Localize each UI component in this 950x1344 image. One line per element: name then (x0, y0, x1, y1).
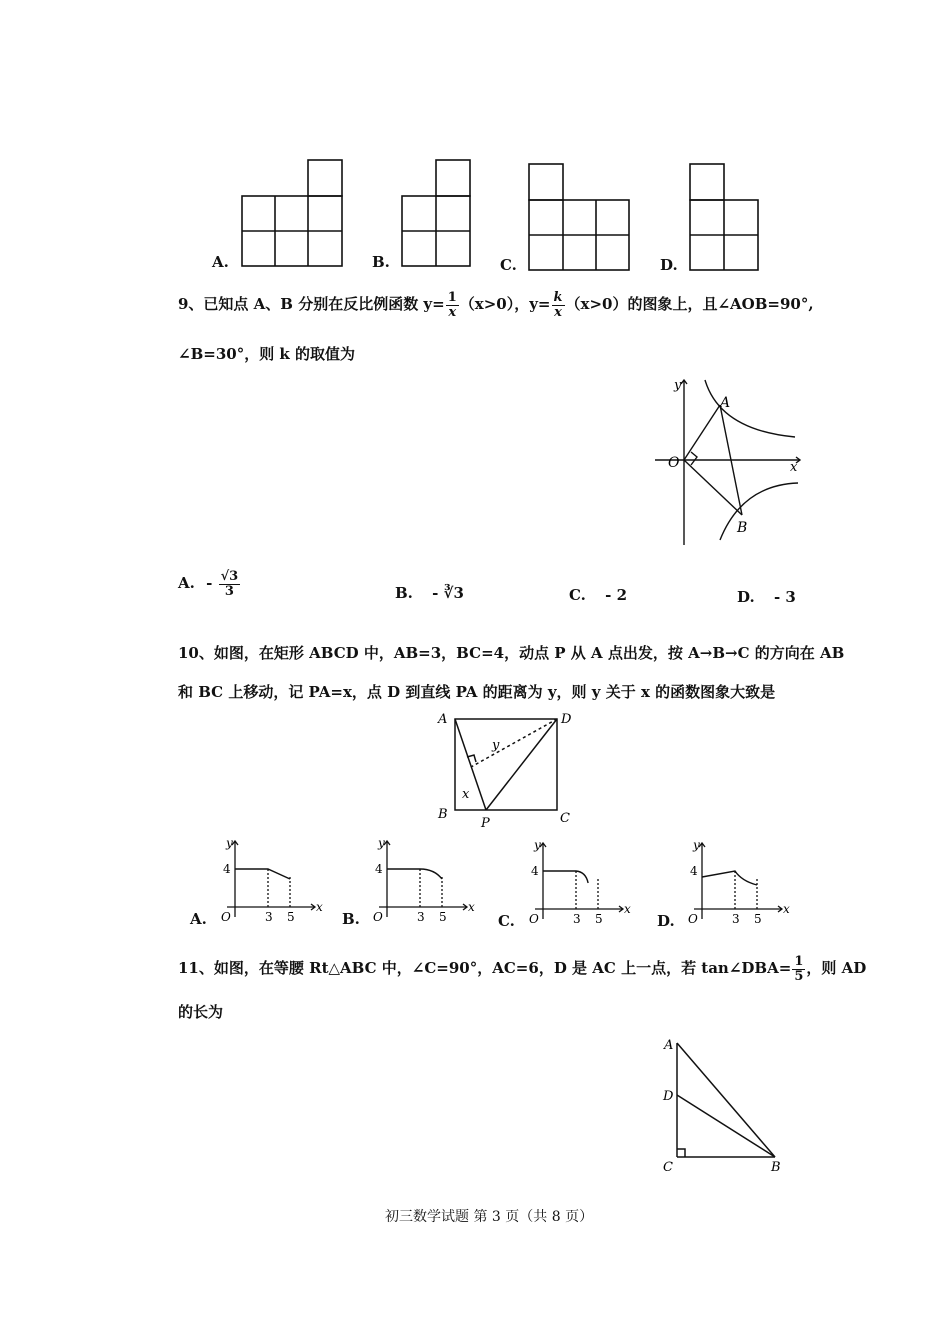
graph-label-x: x (468, 900, 475, 914)
q10-option-a-label: A. (190, 910, 207, 928)
q9-option-d (737, 588, 796, 606)
q8-option-b-label: B. (372, 253, 390, 271)
q9-option-a-sign: - (206, 574, 213, 593)
graph-label-y: y (226, 836, 233, 850)
q9-fraction-2-den: x (554, 304, 562, 320)
q8-option-d-label: D. (660, 256, 678, 274)
q10-option-b-graph (367, 835, 477, 930)
q11-text-a: 11、如图，在等腰 Rt△ABC 中，∠C=90°，AC=6，D 是 AC 上一点，若 tan∠DBA= (178, 959, 792, 978)
q9-fraction-1-den: x (448, 304, 457, 320)
q9-fraction-1-num: 1 (447, 290, 457, 305)
q10-fig-label-d: D (561, 712, 572, 727)
graph-tick-3: 3 (265, 910, 273, 924)
q8-option-c-label: C. (500, 256, 517, 274)
q9-fig-label-o: O (668, 455, 680, 471)
page-footer: 初三数学试题 第 3 页（共 8 页） (385, 1209, 594, 1225)
q9-stem-line1 (178, 291, 814, 319)
q9-text-c: （x>0）的图象上，且∠AOB=90°, (565, 295, 814, 314)
function-curve (235, 869, 290, 879)
graph-tick-5: 5 (439, 910, 447, 924)
q9-fraction-1 (446, 291, 459, 319)
q8-option-a-label: A. (212, 253, 229, 271)
q9-text-a: 9、已知点 A、B 分别在反比例函数 y= (178, 295, 445, 314)
graph-tick-4: 4 (531, 864, 539, 878)
graph-tick-4: 4 (375, 862, 383, 876)
graph-label-x: x (624, 902, 631, 916)
q9-fraction-2 (552, 291, 565, 319)
q10-rectangle-figure (430, 705, 590, 830)
q9-option-d-value: - 3 (773, 588, 796, 606)
q10-option-d-label: D. (657, 912, 675, 930)
graph-tick-5: 5 (287, 910, 295, 924)
q8-option-a-figure (240, 158, 350, 268)
q10-option-b-label: B. (342, 910, 360, 928)
graph-label-x: x (783, 902, 790, 916)
q10-option-d-graph (682, 837, 792, 932)
graph-label-o: O (529, 912, 539, 926)
graph-tick-3: 3 (573, 912, 581, 926)
q11-fig-label-a: A (664, 1038, 674, 1053)
q9-fig-label-b: B (737, 520, 748, 536)
q9-option-a (178, 570, 241, 598)
q10-stem-line1: 10、如图，在矩形 ABCD 中，AB=3，BC=4，动点 P 从 A 点出发，按 A→B→C 的方向在 AB (178, 644, 845, 662)
graph-tick-3: 3 (417, 910, 425, 924)
function-curve (387, 869, 442, 879)
q8-option-c-figure (527, 162, 637, 272)
q10-fig-label-y: y (492, 738, 500, 753)
q9-option-a-den: 3 (224, 583, 234, 599)
q9-fig-label-a: A (720, 395, 731, 411)
graph-label-o: O (373, 910, 383, 924)
q9-option-a-fraction (219, 570, 241, 598)
q10-option-c-label: C. (498, 912, 515, 930)
q11-triangle-figure (655, 1035, 795, 1175)
q9-option-a-label: A. (178, 574, 195, 593)
graph-label-x: x (316, 900, 323, 914)
q10-fig-label-c: C (560, 811, 570, 826)
function-curve (702, 871, 757, 885)
q9-fig-label-y: y (674, 378, 682, 393)
q9-figure (650, 375, 810, 550)
q10-stem-line2: 和 BC 上移动，记 PA=x，点 D 到直线 PA 的距离为 y，则 y 关于 x 的函数图象大致是 (178, 683, 776, 701)
graph-tick-5: 5 (754, 912, 762, 926)
graph-tick-4: 4 (690, 864, 698, 878)
q9-option-a-num: √3 (220, 569, 239, 584)
q11-stem-line1 (178, 955, 866, 983)
q9-option-b-label: B. (395, 584, 413, 602)
q11-text-b: ，则 AD (806, 959, 867, 978)
q10-option-a-graph (215, 835, 325, 930)
graph-tick-4: 4 (223, 862, 231, 876)
graph-label-y: y (534, 838, 541, 852)
q8-option-d-figure (688, 162, 763, 272)
q11-fig-label-d: D (663, 1089, 674, 1104)
q9-option-c (569, 586, 627, 604)
q10-option-c-graph (523, 837, 633, 932)
q11-fraction-den: 5 (794, 968, 804, 984)
q11-stem-line2: 的长为 (178, 1003, 224, 1021)
graph-label-y: y (693, 838, 700, 852)
q10-fig-label-a: A (438, 712, 448, 727)
q8-option-b-figure (400, 158, 475, 268)
graph-label-o: O (688, 912, 698, 926)
q9-fraction-2-num: k (553, 290, 563, 305)
graph-tick-5: 5 (595, 912, 603, 926)
q11-fig-label-c: C (663, 1160, 673, 1175)
q9-stem-line2: ∠B=30°，则 k 的取值为 (178, 345, 356, 363)
function-curve (543, 871, 588, 883)
q11-fig-label-b: B (771, 1160, 781, 1175)
q9-option-c-label: C. (569, 586, 586, 604)
q10-fig-label-b: B (438, 807, 448, 822)
q9-text-b: （x>0），y= (459, 295, 551, 314)
q9-option-b-value: - ∛3 (432, 584, 464, 602)
q10-fig-label-x: x (462, 787, 470, 802)
q10-fig-label-p: P (481, 816, 490, 831)
q11-fraction (792, 955, 805, 983)
q9-option-d-label: D. (737, 588, 755, 606)
q11-fraction-num: 1 (794, 954, 804, 969)
graph-tick-3: 3 (732, 912, 740, 926)
graph-label-o: O (221, 910, 231, 924)
q9-fig-label-x: x (790, 460, 798, 475)
q9-option-c-value: - 2 (605, 586, 628, 604)
graph-label-y: y (378, 836, 385, 850)
q9-option-b (395, 584, 464, 602)
